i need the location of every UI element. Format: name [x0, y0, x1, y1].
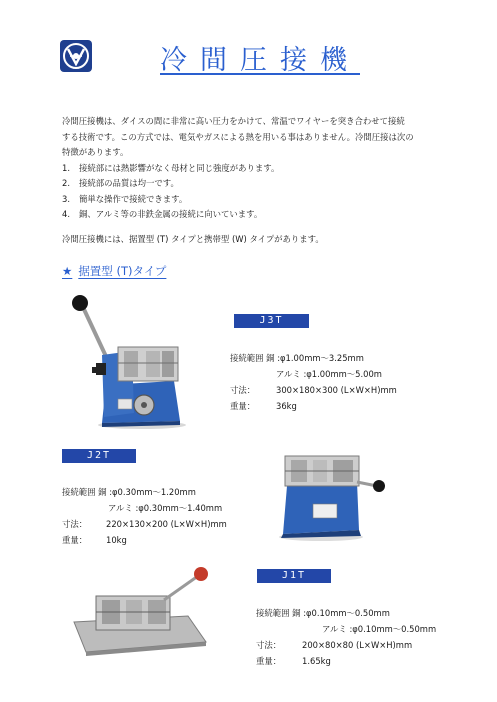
feature-item: 1. 接続部には熱影響がなく母材と同じ強度があります。	[62, 162, 280, 173]
page-title: 冷間圧接機	[160, 45, 360, 76]
spec-j1t: 接続範囲 銅 :φ0.10mm～0.50mm アルミ :φ0.10mm～0.50mm 寸法： 200×80×80 (L×W×H)mm 重量： 1.65kg	[256, 608, 437, 666]
feature-item: 3. 簡単な操作で接続できます。	[62, 193, 188, 204]
types-note: 冷間圧接機には、据置型 (T) タイプと携帯型 (W) タイプがあります。	[62, 234, 324, 244]
feature-item: 4. 銅、アルミ等の非鉄金属の接続に向いています。	[62, 209, 263, 219]
j1t-machine-image	[68, 566, 214, 658]
section-heading: ★ 据置型 (T)タイプ	[62, 264, 167, 278]
feature-item: 2. 接続部の品質は均一です。	[62, 178, 179, 188]
star-icon: ★	[62, 264, 73, 278]
spec-j3t: 接続範囲 銅 :φ1.00mm～3.25mm アルミ :φ1.00mm～5.00m 寸法： 300×180×300 (L×W×H)mm 重量： 36kg	[230, 353, 397, 411]
spec-j2t: 接続範囲 銅 :φ0.30mm～1.20mm アルミ :φ0.30mm～1.40mm 寸法： 220×130×200 (L×W×H)mm 重量： 10kg	[62, 487, 227, 545]
intro-line: する技術です。この方式では、電気やガスによる熱を用いる事はありません。冷間圧接は次の	[62, 131, 414, 142]
product-badge-j3t: J3T	[234, 314, 309, 328]
intro-line: 特徴があります。	[62, 147, 129, 157]
intro-text	[62, 114, 452, 223]
product-badge-j1t: J1T	[257, 569, 331, 583]
j3t-machine-image	[62, 293, 188, 431]
j2t-machine-image	[273, 446, 385, 542]
intro-line: 冷間圧接機は、ダイスの間に非常に高い圧力をかけて、常温でワイヤーを突き合わせて接続	[62, 116, 405, 126]
company-logo-icon	[59, 39, 93, 73]
product-badge-j2t: J2T	[62, 449, 136, 463]
